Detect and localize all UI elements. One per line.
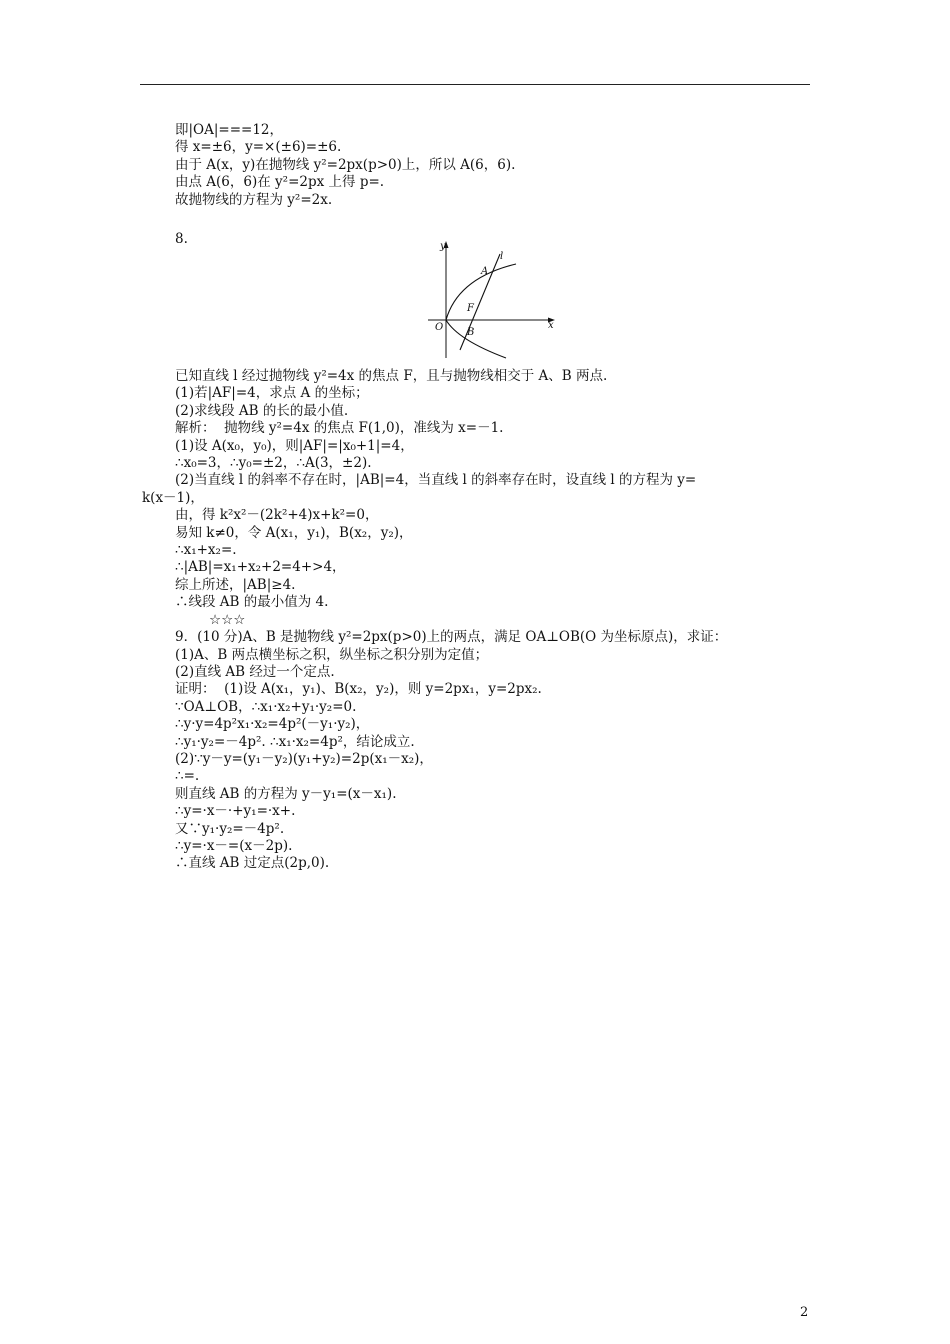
text-line: (2)当直线 l 的斜率不存在时，|AB|=4，当直线 l 的斜率存在时，设直线 l 的方程为 y= xyxy=(175,472,697,489)
text-line: 由于 A(x，y)在抛物线 y²=2px(p>0)上，所以 A(6，6). xyxy=(175,156,516,173)
text-line: 由点 A(6，6)在 y²=2px 上得 p=. xyxy=(175,174,385,191)
y-axis-label: y xyxy=(440,241,446,252)
text-line: 故抛物线的方程为 y²=2x. xyxy=(175,191,333,208)
text-line: 已知直线 l 经过抛物线 y²=4x 的焦点 F，且与抛物线相交于 A、B 两点. xyxy=(175,368,608,384)
origin-label: O xyxy=(435,322,444,333)
problem-8-number: 8. xyxy=(175,231,188,248)
text-line: 解析： 抛物线 y²=4x 的焦点 F(1,0)，准线为 x=－1. xyxy=(175,420,504,437)
text-line: (2)求线段 AB 的长的最小值. xyxy=(175,402,349,419)
text-line: (2)直线 AB 经过一个定点. xyxy=(175,663,335,680)
text-line: 即|OA|===12， xyxy=(175,122,284,138)
text-line: 又∵y₁·y₂=－4p². xyxy=(175,820,285,837)
page-number: 2 xyxy=(800,1305,809,1320)
text-line: ∴x₀=3，∴y₀=±2，∴A(3，±2). xyxy=(175,455,372,472)
point-f-label: F xyxy=(467,303,474,314)
point-b-label: B xyxy=(467,327,475,338)
text-line: ∴直线 AB 过定点(2p,0). xyxy=(175,855,330,872)
text-line: ∴|AB|=x₁+x₂+2=4+>4， xyxy=(175,559,346,576)
text-line-wrapped: k(x－1)， xyxy=(142,489,204,506)
text-line: 易知 k≠0，令 A(x₁，y₁)，B(x₂，y₂)， xyxy=(175,524,413,541)
text-line: ∴y=·x－=(x－2p). xyxy=(175,837,293,854)
stars-divider: ☆☆☆ xyxy=(209,611,246,628)
text-line: ∴=. xyxy=(175,768,200,785)
problem-8-block xyxy=(142,368,815,873)
text-line: ∴x₁+x₂=. xyxy=(175,542,237,559)
top-solution-block xyxy=(175,122,815,248)
point-a-label: A xyxy=(481,266,489,277)
text-line: ∴y·y=4p²x₁·x₂=4p²(－y₁·y₂)， xyxy=(175,716,370,733)
parabola-curve xyxy=(446,264,516,358)
x-axis-label: x xyxy=(548,320,554,331)
text-line: ∴线段 AB 的最小值为 4. xyxy=(175,594,329,611)
text-line: 得 x=±6，y=×(±6)=±6. xyxy=(175,139,342,156)
text-line: (2)∵y－y=(y₁－y₂)(y₁+y₂)=2p(x₁－x₂)， xyxy=(175,750,433,767)
parabola-figure xyxy=(422,238,562,362)
text-line: (1)设 A(x₀，y₀)，则|AF|=|x₀+1|=4， xyxy=(175,437,414,454)
header-rule xyxy=(140,84,810,85)
text-line: 则直线 AB 的方程为 y－y₁=(x－x₁). xyxy=(175,785,397,802)
line-l xyxy=(460,254,500,350)
text-line: ∴y₁·y₂=－4p². ∴x₁·x₂=4p²，结论成立. xyxy=(175,733,415,750)
text-line: 由，得 k²x²－(2k²+4)x+k²=0， xyxy=(175,507,379,524)
text-line: (1)A、B 两点横坐标之积，纵坐标之积分别为定值； xyxy=(175,646,489,663)
text-line: 9．(10 分)A、B 是抛物线 y²=2px(p>0)上的两点，满足 OA⊥OB(O 为坐标原点)，求证： xyxy=(175,629,728,646)
line-l-label: l xyxy=(500,251,504,262)
text-line: (1)若|AF|=4，求点 A 的坐标； xyxy=(175,385,369,402)
text-line: ∴y=·x－·+y₁=·x+. xyxy=(175,803,296,820)
text-line: 综上所述，|AB|≥4. xyxy=(175,576,296,593)
text-line: 证明： (1)设 A(x₁，y₁)、B(x₂，y₂)，则 y=2px₁，y=2px₂. xyxy=(175,681,542,698)
text-line: ∵OA⊥OB，∴x₁·x₂+y₁·y₂=0. xyxy=(175,698,357,715)
